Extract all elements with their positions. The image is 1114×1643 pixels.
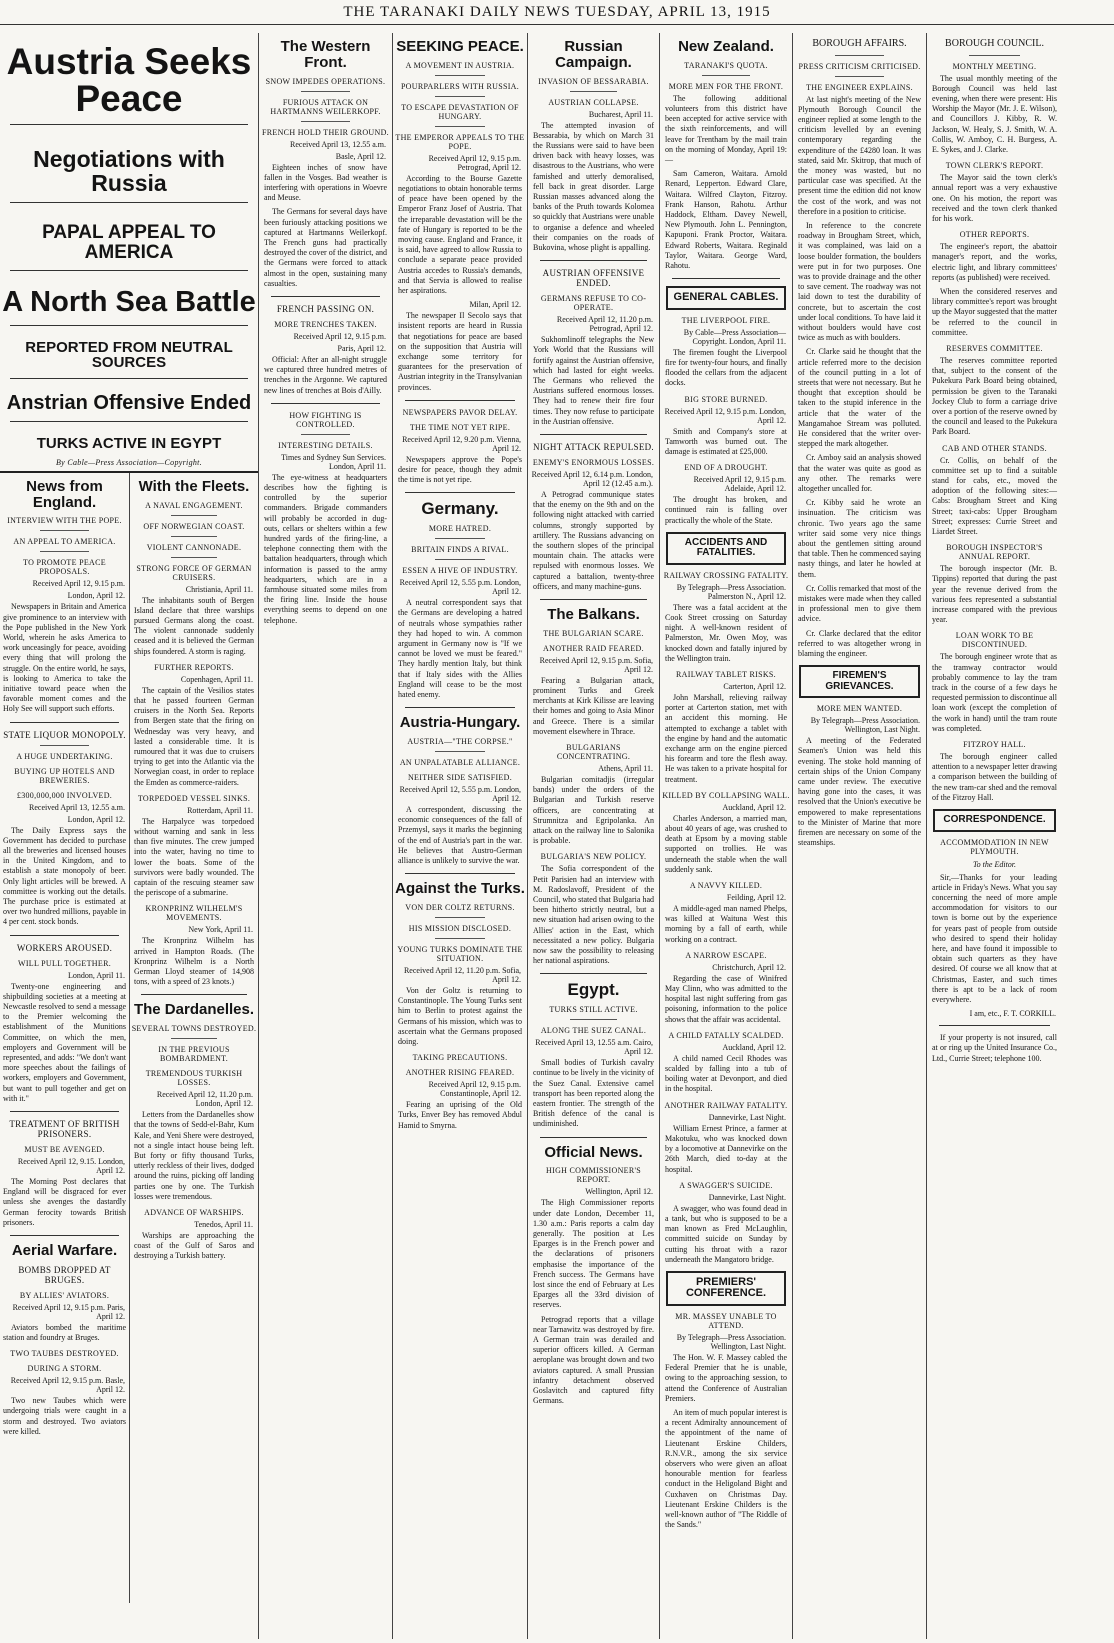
column-rule (792, 33, 793, 1639)
article-paragraph: Smith and Company's store at Tamworth was burned out. The damage is estimated at £25,000. (665, 426, 787, 456)
subheading: TWO TAUBES DESTROYED. (10, 1349, 119, 1359)
subheading: STRONG FORCE OF GERMAN CRUISERS. (136, 563, 252, 582)
subheading: ANOTHER RAILWAY FATALITY. (664, 1100, 788, 1110)
subheading: BY ALLIES' AVIATORS. (19, 1290, 110, 1300)
dateline: Received April 12, 9.15 p.m. Constantinople, April 12. (428, 1080, 521, 1099)
subheading: NIGHT ATTACK REPULSED. (533, 441, 654, 452)
subheading: BULGARIA'S NEW POLICY. (540, 852, 647, 862)
headline-papal-appeal: PAPAL APPEAL TO AMERICA (42, 222, 216, 264)
article-paragraph: A Petrograd communique states that the enemy on the 9th and on the following night attacked with carried columns, strongly supported by artillery. The Russians advancing on the southern slopes of the principal mountain chain. The attacks were repulsed with enormous losses. We captured a battalion, twenty-three officers, and many machine-guns. (533, 489, 654, 591)
column-rule (392, 33, 393, 1639)
headline-turks-egypt: TURKS ACTIVE IN EGYPT (36, 435, 222, 453)
article-paragraph: When the considered reserves and library committee's report was brought up the Mayor suggested that the matter be referred to the council in committee. (932, 286, 1057, 337)
article-paragraph: The borough inspector (Mr. B. Tippins) reported that during the past year the revenue derived from the various fees represented a substantial increase compared with the previous year. (932, 564, 1057, 625)
article-paragraph: The Sofia correspondent of the Petit Parisien had an interview with M. Radoslavoff, President of the Council, who stated that Bulgaria had been hitherto strictly neutral, but a new situation had arisen owing to the Allies' action in the East, which necessitated a new policy. Bulgaria now saw the possibility to releasing her national aspirations. (533, 864, 654, 966)
subheading: RESERVES COMMITTEE. (946, 343, 1043, 353)
dateline: Received April 12, 9.15 p.m. Basle, April 12. (10, 1376, 125, 1395)
subheading: DURING A STORM. (27, 1364, 102, 1374)
article-paragraph: The High Commissioner reports under date London, December 11, 1.30 a.m.: Paris reports a calm day generally. The position at Les Eparges is in the French power and the declarations of prisoners emphasise the importance of the French success. The Germans have lost since the end of February at Les Eparges all the 33rd division of reserves. (533, 1198, 654, 1310)
column-rule (926, 33, 927, 1639)
dateline: By Telegraph—Press Association. Wellington, Last Night. (810, 716, 920, 735)
subheading: HIS MISSION DISCLOSED. (408, 924, 512, 934)
subheading: FITZROY HALL. (963, 740, 1026, 750)
dateline: Dannevirke, Last Night. (708, 1112, 786, 1122)
subheading: AUSTRIA—"THE CORPSE." (407, 737, 513, 747)
volunteer-list: Sam Cameron, Waitara. Arnold Renard, Lepperton. Edward Clare, Waitara. Wilfred Clayton, Fitzroy. Frank Hanson, Rahotu. Arthur Haddock, Eltham. Davey Newell, New Plymouth. John L. Pennington, Kapuponi. Frank Proctor, Waitara. Edward Roberts, Waitara. Reginald Taylor, Waitara. George Ward, Rahotu. (665, 169, 787, 270)
divider (10, 124, 248, 125)
column-5 (662, 33, 790, 1639)
headline-neutral-sources: REPORTED FROM NEUTRAL SOURCES (25, 338, 233, 372)
dateline: Christchurch, April 12. (712, 962, 786, 972)
article-paragraph: A neutral correspondent says that the Germans are developing a hatred of neutrals whose sympathies rather they had hoped to win. A common argument in Germany now is "If we cannot be loved we must be feared." They hardly mention Italy, but think that if Italy sides with the Allies England will cease to be the most hated enemy. (398, 598, 522, 700)
article-paragraph: Cr. Clarke declared that the editor referred to was altogether wrong in blaming the engineer. (798, 628, 921, 659)
column-1b (131, 473, 257, 1603)
headline-negotiations: Negotiations with Russia (33, 146, 225, 197)
article-paragraph: The Daily Express says the Government has decided to purchase all the breweries and licensed houses in the United Kingdom, and to establish a state monopoly of beer. Only light articles will be brewed. A committee is working out the details. The purchase price is estimated at over two hundred millions, payable in 4 per cent. stock bonds. (3, 825, 126, 927)
subheading: A SWAGGER'S SUICIDE. (679, 1180, 773, 1190)
balkans-heading: The Balkans. (547, 606, 640, 623)
subheading: HOW FIGHTING IS CONTROLLED. (289, 410, 362, 429)
subheading: BOROUGH INSPECTOR'S ANNUAL REPORT. (946, 543, 1043, 562)
aerial-warfare-heading: Aerial Warfare. (11, 1242, 118, 1260)
subheading: MORE MEN WANTED. (816, 704, 903, 714)
subheading: WILL PULL TOGETHER. (17, 958, 112, 968)
subheading: MORE TRENCHES TAKEN. (274, 319, 377, 329)
dateline: Athens, April 11. (598, 763, 653, 773)
article-paragraph: The eye-witness at headquarters describes how the fighting is controlled by the superior commanders. Brigade commanders will probably be accorded in dug-outs, cellars or shelters within a few hundred yards of the firing-line, a telephone connecting them with the battalion headquarters, through which information is passed to the army headquarters, which are in a farmhouse situated some miles from the firing line. Inside the house everything seems to depend on one telephone. (264, 472, 387, 625)
dateline: Received April 12, 9.15 p.m. Petrograd, April 12. (428, 153, 521, 172)
subheading: ALONG THE SUEZ CANAL. (540, 1026, 647, 1036)
subheading: TORPEDOED VESSEL SINKS. (137, 793, 251, 803)
divider (10, 325, 248, 326)
dateline: Received April 12, 9.15 p.m. (32, 579, 125, 589)
dateline: Received April 12, 9.15. London, April 12. (17, 1157, 125, 1176)
dateline: Carterton, April 12. (723, 682, 786, 691)
dateline: Basle, April 12. (335, 151, 386, 161)
subheading: RAILWAY CROSSING FATALITY. (663, 570, 789, 580)
subheading: GERMANS REFUSE TO CO-OPERATE. (540, 294, 647, 313)
subheading: MUST BE AVENGED. (24, 1145, 105, 1155)
subheading: RAILWAY TABLET RISKS. (676, 670, 776, 679)
byline: By Cable—Press Association—Copyright. (56, 457, 202, 467)
column-rule (258, 33, 259, 1639)
article-paragraph: Eighteen inches of snow have fallen in the Vosges. Bad weather is interfering with operations in Woevre and Meuse. (264, 162, 387, 203)
divider (10, 421, 248, 422)
dateline: Received April 12, 9.15 p.m. Paris, April 12. (12, 1302, 125, 1321)
subheading: LOAN WORK TO BE DISCONTINUED. (955, 631, 1034, 650)
with-the-fleets-heading: With the Fleets. (138, 477, 250, 495)
subheading: ESSEN A HIVE OF INDUSTRY. (402, 566, 518, 576)
column-rule (659, 33, 660, 1639)
article-paragraph: The following additional volunteers from this district have been accepted for active service with the sixth reinforcements, and will leave for Trentham by the mail train on the morning of Monday, April 19:— (665, 93, 787, 164)
article-paragraph: The engineer's report, the abattoir manager's report, and the works, electric light, and library committees' reports (as published) were received. (932, 242, 1057, 282)
subheading: FURIOUS ATTACK ON HARTMANNS WEILERKOPF. (270, 97, 381, 116)
article-paragraph: The Kronprinz Wilhelm has arrived in Hampton Roads. (The Kronprinz Wilhelm is a North German Lloyd steamer of 14,908 tons, with a speed of 23 knots.) (134, 936, 254, 987)
dateline: Received April 12, 11.20 p.m. Petrograd, April 12. (556, 315, 653, 334)
article-paragraph: The attempted invasion of Bessarabia, by which on March 31 the Russians were said to have been driven back with heavy losses, was disastrous to the Austrians, who were famished and utterly demoralised, fell back in great disorder. Large Russian masses advanced along the banks of the Pruth towards Kolomea so quickly that Austrians were unable to organise a defence and wheeled their companies on the roads of Bukovina, whose plight is appalling. (533, 120, 654, 252)
dateline: Received April 12, 6.14 p.m. London, April 12 (12.45 a.m.). (531, 469, 653, 488)
subheading: TURKS STILL ACTIVE. (549, 1005, 638, 1015)
dateline: Feilding, April 12. (726, 893, 786, 903)
subheading: FRENCH PASSING ON. (276, 303, 375, 314)
dateline: Wellington, April 12. (585, 1187, 653, 1197)
dateline: Times and Sydney Sun Services. London, April 11. (281, 452, 386, 471)
subheading: HIGH COMMISSIONER'S REPORT. (546, 1166, 641, 1185)
column-6 (795, 33, 924, 1639)
article-paragraph: The Germans for several days have been furiously attacking positions we captured at Hartmanns Weilerkopf. The French guns had practically destroyed the cover of the district, and the Germans were forced to attack almost in the open, sustaining many casualties. (264, 207, 387, 288)
dateline: Received April 12, 9.15 p.m. Adelaide, April 12. (693, 475, 786, 494)
subheading: TO ESCAPE DEVASTATION OF HUNGARY. (401, 102, 519, 121)
new-zealand-heading: New Zealand. (678, 38, 774, 55)
divider (10, 378, 248, 379)
subheading: INTERVIEW WITH THE POPE. (7, 516, 122, 526)
subheading: NEITHER SIDE SATISFIED. (407, 773, 512, 783)
subheading: MR. MASSEY UNABLE TO ATTEND. (675, 1312, 777, 1331)
premiers-conference-heading: PREMIERS' CONFERENCE. (685, 1275, 767, 1300)
subheading: NEWSPAPERS PAVOR DELAY. (402, 407, 518, 417)
dateline: Copenhagen, April 11. (180, 674, 253, 684)
article-paragraph: An item of much popular interest is a recent Admiralty announcement of the appointment of the name of Lieutenant Erskine Childers, R.N.V.R., among the six service observers who were given an afloat honourable mention for fearless conduct in the Heligoland Bight and Cuxhaven on Christmas Day. Lieutenant Erskine Childers is the well-known author of "The Riddle of the Sands." (665, 1408, 787, 1530)
dardanelles-heading: The Dardanelles. (133, 1001, 255, 1019)
subheading: YOUNG TURKS DOMINATE THE SITUATION. (397, 945, 523, 964)
against-the-turks-heading: Against the Turks. (395, 880, 525, 898)
subheading: ADVANCE OF WARSHIPS. (144, 1208, 244, 1218)
subheading: A CHILD FATALLY SCALDED. (668, 1030, 784, 1040)
column-7 (929, 33, 1060, 1639)
subheading: POURPARLERS WITH RUSSIA. (400, 81, 520, 91)
correspondence-box (933, 809, 1056, 832)
germany-heading: Germany. (421, 499, 499, 519)
article-paragraph: John Marshall, relieving railway porter at Carterton station, met with an accident this morning. He attempted to exchange a tablet with the engine by hand and the automatic exchange arm on the engine pierced his forearm and tore the flesh away. He was taken to a private hospital for treatment. (665, 693, 787, 784)
divider (10, 202, 248, 203)
article-paragraph: A correspondent, discussing the economic consequences of the fall of Przemysl, says it marks the beginning of the end of Austria's part in the war. He believes that Austro-German alliance is unlikely to survive the war. (398, 805, 522, 866)
subheading: VON DER COLTZ RETURNS. (405, 903, 515, 913)
dateline: By Cable—Press Association—Copyright. London, April 11. (683, 327, 786, 346)
dateline: By Telegraph—Press Association. Wellington, Last Night. (676, 1333, 786, 1352)
subheading: THE TIME NOT YET RIPE. (409, 422, 511, 432)
main-headline: Austria Seeks Peace (6, 41, 252, 119)
subheading: OTHER REPORTS. (959, 230, 1030, 240)
article-paragraph: A swagger, who was found dead in a tank, but who is supposed to be a man known as Fred McLaughlin, committed suicide on Sunday by cutting his throat with a razor underneath the Mangatoro bridge. (665, 1203, 787, 1264)
dateline: London, April 12. (67, 591, 125, 601)
dateline: Received April 12, 9.15 p.m. Sofia, April 12. (539, 655, 653, 674)
masthead: THE TARANAKI DAILY NEWS TUESDAY, APRIL 13, 1915 (0, 0, 1114, 25)
article-paragraph: At last night's meeting of the New Plymouth Borough Council the engineer replied at some length to the criticism levelled by an evening contemporary regarding the expenditure of the £4280 loan. It was stated, said Mr. Skitrop, that much of the money was wasted, but no particular case was specified. At the present time the edition did not know the cost of the work, and was not therefore in a position to criticise. (798, 94, 921, 216)
dateline: Auckland, April 12. (722, 1042, 786, 1052)
dateline: Auckland, April 12. (722, 802, 786, 812)
article-paragraph: Small bodies of Turkish cavalry continue to be lively in the vicinity of the Suez Canal. Extensive camel transport has been reported along the eastern frontier. The strength of the British defence of the canal is undiminished. (533, 1058, 654, 1129)
article-paragraph: The drought has broken, and continued rain is falling over practically the whole of the State. (665, 495, 787, 525)
article-paragraph: Newspapers approve the Pope's desire for peace, though they admit the time is not yet ripe. (398, 454, 522, 485)
article-paragraph: The borough engineer wrote that as the tramway contractor would probably commence to lay the tram track in the course of a few days he requested permission to discontinue all loan work (except the completion of the work in hand) until the tram route was completed. (932, 652, 1057, 733)
dateline: London, April 12. (67, 814, 125, 824)
dateline: Received April 12, 9.15 p.m. (293, 331, 386, 341)
article-paragraph: Aviators bombed the maritime station and foundry at Bruges. (3, 1322, 126, 1343)
subheading: ANOTHER RAID FEARED. (543, 643, 644, 653)
seeking-peace-heading: SEEKING PEACE. (396, 38, 524, 55)
article-paragraph: The inhabitants south of Bergen Island declare that three warships pursued Germans along the coast. The violent cannonade suddenly ceased and it is believed the German ships foundered. A storm is raging. (134, 595, 254, 656)
dateline: Received April 12, 9.20 p.m. Vienna, April 12. (402, 434, 521, 453)
article-paragraph: Cr. Collis, on behalf of the committee set up to find a suitable stand for cabs, etc., moved the adoption of the following sites:—Cabs: Brougham Street and King Street; taxi-cabs: Upper Brougham Street; expresses: Currie Street and Liardet Street. (932, 455, 1057, 537)
column-4 (530, 33, 657, 1639)
borough-council-heading: BOROUGH COUNCIL. (945, 38, 1044, 49)
column-1-body (0, 473, 258, 1603)
article-paragraph: Sukhomlinoff telegraphs the New York World that the Russians will fortify against the Austrian offensive, which had lasted for eight weeks. The Germans who relieved the Austrians suffered enormous losses. They had to renew their fire four times. They now refuse to participate in the Austrian offensive. (533, 335, 654, 426)
article-paragraph: Charles Anderson, a married man, about 40 years of age, was crushed to death at Epsom by a moving stable supported on trollies. He was underneath the stable when the wall suddenly sank. (665, 813, 787, 874)
subheading: MORE MEN FOR THE FRONT. (668, 81, 784, 91)
general-cables-box (666, 286, 786, 310)
dateline: London, April 11. (67, 970, 125, 980)
column-3 (395, 33, 525, 1639)
subheading: THE BULGARIAN SCARE. (543, 628, 644, 638)
subheading: SNOW IMPEDES OPERATIONS. (265, 76, 386, 86)
borough-affairs-heading: BOROUGH AFFAIRS. (812, 38, 907, 49)
subheading: CAB AND OTHER STANDS. (942, 443, 1047, 453)
dateline: Received April 12, 5.55 p.m. London, April 12. (399, 578, 521, 597)
subheading: AN APPEAL TO AMERICA. (13, 537, 116, 547)
article-paragraph: Cr. Clarke said he thought that the article referred more to the decision of the council putting in a lot of streets that were not necessary. But he thought that exception should be taken to the stupid inference in the article that the water of the Mangamahoe Stream was polluted. He considered that the writer over-stepped the mark altogether. (798, 347, 921, 449)
firemens-grievances-heading: FIREMEN'S GRIEVANCES. (825, 670, 894, 692)
article-paragraph: The Harpalyce was torpedoed without warning and sank in less than five minutes. The crew jumped into the water, having no time to lower the boats. Some of the survivors were badly wounded. The captain of the rescuing steamer saw the periscope of a submarine. (134, 816, 254, 898)
article-paragraph: Fearing an uprising of the Old Turks, Enver Bey has removed Abdul Hamid to Smyrna. (398, 1100, 522, 1130)
article-paragraph: Regarding the case of Winifred May Clinn, who was admitted to the hospital last night suffering from gas poisoning, information to the police shows that the affair was accidental. (665, 973, 787, 1024)
article-paragraph: The Morning Post declares that England will be disgraced for ever unless she avenges the dastardly German ferocity towards British prisoners. (3, 1177, 126, 1227)
subheading: MONTHLY MEETING. (952, 61, 1037, 71)
column-rule (527, 33, 528, 1639)
subheading: AUSTRIAN COLLAPSE. (548, 97, 639, 107)
subheading: TAKING PRECAUTIONS. (412, 1053, 508, 1063)
dateline: Milan, April 12. (469, 300, 521, 310)
dateline: Bucharest, April 11. (588, 109, 653, 119)
dateline: Received April 13, 12.55 a.m. (29, 802, 125, 812)
subheading: A NAVVY KILLED. (689, 881, 763, 891)
subheading: FRENCH HOLD THEIR GROUND. (262, 127, 389, 137)
subheading: INVASION OF BESSARABIA. (538, 76, 649, 86)
article-paragraph: Two new Taubes which were undergoing trials were caught in a storm and destroyed. Two aviators were killed. (3, 1396, 126, 1436)
dateline: Dannevirke, Last Night. (708, 1192, 786, 1202)
dateline: Received April 13, 12.55 a.m. Cairo, April 12. (535, 1038, 653, 1057)
western-front-heading: The Western Front. (280, 38, 371, 71)
dateline: Received April 12, 5.55 p.m. London, April 12. (399, 785, 521, 804)
article-paragraph: The Hon. W. F. Massey cabled the Federal Premier that he is unable, owing to the approaching session, to attend the Conference of Australian Premiers. (665, 1353, 787, 1403)
column-1 (0, 33, 258, 1639)
article-paragraph: Warships are approaching the coast of the Gulf of Saros and destroying a Turkish battery. (134, 1231, 254, 1261)
subheading: ENEMY'S ENORMOUS LOSSES. (532, 457, 655, 467)
dateline: By Telegraph—Press Association. Palmerston N., April 12. (676, 582, 786, 601)
subheading: SEVERAL TOWNS DESTROYED. (131, 1024, 257, 1034)
subheading: THE EMPEROR APPEALS TO THE POPE. (395, 132, 525, 151)
article-paragraph: In reference to the concrete roadway in Brougham Street, which, it was complained, was laid on a loose boulder formation, the boulders were put in for two purposes. One was to provide drainage and the other to save cement. The roadway was not laid down to test the durability of concrete, but to ascertain the cost under local conditions. To have laid it without boulders would have cost twice as much as with boulders. (798, 220, 921, 343)
subheading: TREMENDOUS TURKISH LOSSES. (145, 1069, 243, 1088)
subheading: To the Editor. (972, 859, 1017, 869)
article-paragraph: The usual monthly meeting of the Borough Council was held last evening, when there were present: His Worship the Mayor (Mr. J. E. Wilson), and Councillors J. Kibby, R. W. Jackson, W. Healy, S. J. Smith, W. A. Collis, W. Amboy, C. H. Burgess, A. E. Sykes, and J. Clarke. (932, 73, 1057, 154)
article-paragraph: Fearing a Bulgarian attack, prominent Turks and Greek merchants at Kirk Kilisse are leaving their homes and going to Asia Minor and Greece. There is a similar movement elsewhere in Thrace. (533, 675, 654, 736)
subheading: TARANAKI'S QUOTA. (684, 60, 768, 70)
column-2 (261, 33, 390, 1639)
article-paragraph: Official: After an all-night struggle we captured three hundred metres of trenches in the Argonne. We captured new lines of trenches at Bois d'Ailly. (264, 354, 387, 395)
subheading: TREATMENT OF BRITISH PRISONERS. (9, 1119, 120, 1140)
article-paragraph: Von der Goltz is returning to Constantinople. The Young Turks sent him to Berlin to protest against the Germans of his mission, which was to ascertain what the Germans proposed doing. (398, 986, 522, 1047)
article-paragraph: According to the Bourse Gazette negotiations to obtain honorable terms of peace have been opened by the Emperor Franz Josef of Austria. That the irreparable devastation will be the fate of Hungary is reported to be the moving cause. England and France, it is said, have agreed to allow Russia to conclude a separate peace provided Austria accedes to Russia's demands, and that Servia is allowed to realise her aspirations. (398, 173, 522, 295)
correspondence-heading: CORRESPONDENCE. (943, 814, 1046, 826)
subheading: BOMBS DROPPED AT BRUGES. (18, 1264, 111, 1285)
divider (10, 270, 248, 271)
headline-austrian-offensive: Anstrian Offensive Ended (6, 392, 252, 415)
article-paragraph: A middle-aged man named Phelps, was killed at Waituna West this morning by a fall of earth, while working on a contract. (665, 904, 787, 944)
dateline: Received April 12, 11.20 p.m. London, April 12. (156, 1090, 253, 1109)
dateline: Rotterdam, April 11. (187, 805, 253, 815)
subheading: INTERESTING DETAILS. (278, 440, 373, 450)
subheading: PRESS CRITICISM CRITICISED. (798, 61, 921, 71)
article-paragraph: Cr. Amboy said an analysis showed that the water was quite as good as any other. The remarks were altogether uncalled for. (798, 453, 921, 494)
subheading: TO PROMOTE PEACE PROPOSALS. (23, 558, 106, 577)
accidents-box (666, 532, 786, 565)
subheading: STATE LIQUOR MONOPOLY. (3, 729, 126, 740)
subheading: KILLED BY COLLAPSING WALL. (662, 790, 790, 800)
dateline: Received April 12, 9.15 p.m. London, April 12. (664, 406, 786, 425)
letter-signature: I am, etc., F. T. CORKILL. (969, 1009, 1056, 1019)
austria-hungary-heading: Austria-Hungary. (399, 714, 521, 732)
advertisement: If your property is not insured, call at or ring up the United Insurance Co., Ltd., Currie Street; telephone 100. (932, 1033, 1057, 1063)
official-news-heading: Official News. (544, 1143, 643, 1161)
dateline: New York, April 11. (188, 925, 253, 935)
article-paragraph: Sir,—Thanks for your leading article in Friday's News. What you say concerning the need of more ample accommodation for visitors to our town is borne out by the experience for years past of people from outside who desired to spend their holiday here, and have found it impossible to obtain such quarters as they have desired. Of course we all know that at Christmas, Easter, and such times there is apt to be a lack of room everywhere. (932, 872, 1057, 1005)
general-cables-heading: GENERAL CABLES. (673, 291, 779, 304)
article-paragraph: The Mayor said the town clerk's annual report was a very exhaustive one. On his motion, the report was received and the town clerk thanked for his work. (932, 173, 1057, 223)
subheading: ACCOMMODATION IN NEW PLYMOUTH. (940, 837, 1049, 856)
headline-north-sea-battle: A North Sea Battle (2, 286, 256, 319)
subheading: WORKERS AROUSED. (16, 942, 113, 953)
subheading: A NARROW ESCAPE. (685, 950, 767, 960)
subheading: VIOLENT CANNONADE. (146, 542, 242, 552)
egypt-heading: Egypt. (567, 980, 620, 1000)
subheading: IN THE PREVIOUS BOMBARDMENT. (158, 1045, 230, 1064)
subheading: OFF NORWEGIAN COAST. (143, 521, 245, 531)
premiers-conference-box (666, 1271, 786, 1306)
article-paragraph: A meeting of the Federated Seamen's Union was held this evening. The stoke hold manning of certain ships of the Union Company came under review. The executive having gone into the cases, it was resolved that the Union's executive be empowered to make representations to the Minister of Marine that more firemen are necessary on some of the steamships. (798, 736, 921, 848)
subheading: AN UNPALATABLE ALLIANCE. (399, 758, 521, 768)
article-paragraph: Newspapers in Britain and America give prominence to an interview with the Pope published in the New York World, wherein he asks America to work unceasingly for peace, avoiding every thing that will prolong the struggle. On the entire world, he says, is looking to America to take the initiative toward peace when the favorable moment comes and the Holy See will support such efforts. (3, 602, 126, 714)
article-paragraph: William Ernest Prince, a farmer at Makotuku, who was knocked down by a locomotive at Dannevirke on the 26th March, died to-day at the hospital. (665, 1123, 787, 1174)
column-1a (0, 473, 129, 1603)
article-paragraph: Bulgarian comitadjis (irregular bands) under the orders of the Bulgarian and Turkish reserve officers, are concentrating at Strumnitza and Egripolanka. An attack on the railway line to Salonika is probable. (533, 774, 654, 846)
article-paragraph: Petrograd reports that a village near Tarnawitz was destroyed by fire. A German train was derailed and superior officers killed. A German aeroplane was brought down and two aviators captured. A small Prussian infantry detachment observed Goslavitch and captured fifty Germans. (533, 1314, 654, 1406)
subheading: A NAVAL ENGAGEMENT. (145, 500, 243, 510)
article-paragraph: Cr. Collis remarked that most of the mistakes were made when they called in professional men to give them advice. (798, 583, 921, 624)
article-paragraph: The borough engineer called attention to a newspaper letter drawing a comparison between the building of the new tram-car shed and the removal of the Fitzroy Hall. (932, 752, 1057, 802)
subheading: A MOVEMENT IN AUSTRIA. (405, 60, 515, 70)
dateline: Received April 12, 11.20 p.m. Sofia, April 12. (403, 966, 521, 985)
article-paragraph: The reserves committee reported that, subject to the consent of the Pukekura Park Board being obtained, permission be given to the Taranaki Jockey Club to form a carriage drive over a portion of the reserve owned by the council and leased to the Pukekura Park Board. (932, 355, 1057, 437)
subheading: BIG STORE BURNED. (684, 394, 768, 404)
subheading: A HUGE UNDERTAKING. (16, 751, 113, 761)
article-paragraph: The newspaper Il Secolo says that insistent reports are heard in Russia that negotiations for peace are based on the supposition that Austria will exchange some territory for guarantees for the preservation of Austrian integrity in the Transylvanian provinces. (398, 311, 522, 392)
article-paragraph: There was a fatal accident at the Cook Street crossing on Saturday night. A well-known resident of Palmerston, Mr. Owen Moy, was knocked down and fatally injured by the Wellington train. (665, 602, 787, 663)
subheading: KRONPRINZ WILHELM'S MOVEMENTS. (145, 904, 243, 923)
news-from-england-heading: News from England. (26, 477, 103, 511)
article-paragraph: Letters from the Dardanelles show that the towns of Sedd-el-Bahr, Kum Kale, and Yeni Shere were destroyed, not a single intact house being left. But forty or fifty thousand Turks, utterly reckless of their lives, dodged around the ruins, picking off landing parties one by one. The Turkish losses were tremendous. (134, 1110, 254, 1201)
subheading: BRITAIN FINDS A RIVAL. (411, 545, 509, 555)
subheading: ANOTHER RISING FEARED. (405, 1068, 515, 1078)
subheading: THE ENGINEER EXPLAINS. (806, 82, 913, 92)
article-paragraph: The captain of the Vesilios states that he passed fourteen German cruisers in the North Sea. Reports from Bergen state that the firing on Wednesday was very heavy, and lasted a considerable time. It is rumoured that it was due to cruisers trying to get into the Atlantic via the Norwegian coast, in order to replace the Emden as commerce-raiders. (134, 685, 254, 787)
article-paragraph: The firemen fought the Liverpool fire for twenty-four hours, and finally flooded the cellars from the adjacent docks. (665, 347, 787, 388)
subheading: MORE HATRED. (428, 524, 492, 534)
accidents-heading: ACCIDENTS AND FATALITIES. (684, 536, 768, 559)
article-paragraph: A child named Cecil Rhodes was scalded by falling into a tub of boiling water at Devonport, and died in the hospital. (665, 1053, 787, 1094)
article-paragraph: Twenty-one engineering and shipbuilding societies at a meeting at Newcastle resolved to send a message to the Premier welcoming the establishment of the Munitions Committee, on which the men, employers and Government will be represented, and adds: "We don't want more speeches about the failings of workers, employers and Government, but want to pull together and get on with it." (3, 981, 126, 1103)
subheading: BUYING UP HOTELS AND BREWERIES. (14, 766, 115, 785)
subheading: £300,000,000 INVOLVED. (16, 790, 113, 800)
dateline: Tenedos, April 11. (194, 1220, 253, 1230)
subheading: END OF A DROUGHT. (684, 463, 768, 473)
subheading: THE LIVERPOOL FIRE. (681, 315, 771, 325)
subheading: BULGARIANS CONCENTRATING. (556, 742, 631, 761)
subheading: TOWN CLERK'S REPORT. (945, 161, 1044, 171)
dateline: Received April 13, 12.55 a.m. (290, 139, 386, 149)
dateline: Christiania, April 11. (185, 584, 253, 594)
subheading: FURTHER REPORTS. (154, 662, 234, 672)
dateline: Paris, April 12. (337, 343, 386, 353)
firemens-grievances-box (799, 665, 920, 698)
russian-campaign-heading: Russian Campaign. (555, 38, 632, 71)
subheading: AUSTRIAN OFFENSIVE ENDED. (542, 268, 645, 289)
article-paragraph: Cr. Kibby said he wrote an insinuation. The criticism was chronic. Two years ago the same writer said some very nice things about the gentlemen sitting around that table. Then he commenced saying nasty things, and later he howled at them. (798, 498, 921, 579)
